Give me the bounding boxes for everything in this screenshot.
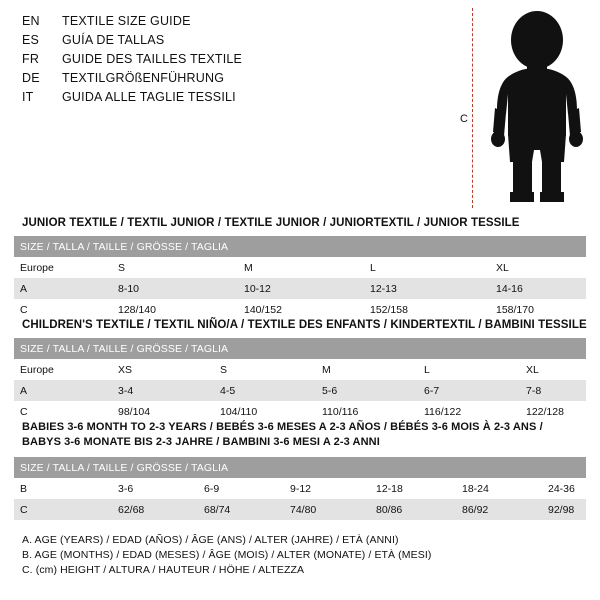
table-row xyxy=(14,278,586,299)
language-row xyxy=(22,52,422,71)
language-code: FR xyxy=(22,52,40,66)
cell: 158/170 xyxy=(490,299,586,320)
row-label: C xyxy=(14,299,112,320)
cell: XS xyxy=(112,359,214,380)
cell: 152/158 xyxy=(364,299,490,320)
section-title-children: CHILDREN'S TEXTILE / TEXTIL NIÑO/A / TEXTILE DES ENFANTS / KINDERTEXTIL / BAMBINI TESSILE xyxy=(22,319,587,331)
table-row xyxy=(14,380,586,401)
row-label: Europe xyxy=(14,257,112,278)
row-label: A xyxy=(14,278,112,299)
cell: 6-9 xyxy=(198,478,284,499)
cell: 74/80 xyxy=(284,499,370,520)
cell: 128/140 xyxy=(112,299,238,320)
cell: 8-10 xyxy=(112,278,238,299)
cell: M xyxy=(316,359,418,380)
table-header-row xyxy=(14,457,586,478)
junior-size-table xyxy=(14,236,586,320)
measure-label-c: C xyxy=(460,113,468,125)
cell: XL xyxy=(520,359,586,380)
language-code: DE xyxy=(22,71,40,85)
cell: 98/104 xyxy=(112,401,214,422)
section-title-babies-line2: BABYS 3-6 MONATE BIS 2-3 JAHRE / BAMBINI 3-6 MESI A 2-3 ANNI xyxy=(22,436,380,448)
table-row xyxy=(14,401,586,422)
cell: 6-7 xyxy=(418,380,520,401)
cell: 9-12 xyxy=(284,478,370,499)
language-row xyxy=(22,33,422,52)
cell: 110/116 xyxy=(316,401,418,422)
cell: 92/98 xyxy=(542,499,586,520)
cell: 5-6 xyxy=(316,380,418,401)
table-row xyxy=(14,299,586,320)
children-size-table xyxy=(14,338,586,422)
cell: 140/152 xyxy=(238,299,364,320)
table-row xyxy=(14,257,586,278)
row-label: Europe xyxy=(14,359,112,380)
table-row xyxy=(14,499,586,520)
cell: 116/122 xyxy=(418,401,520,422)
language-row xyxy=(22,14,422,33)
babies-size-table xyxy=(14,457,586,520)
legend-line-c: C. (cm) HEIGHT / ALTURA / HAUTEUR / HÖHE / ALTEZZA xyxy=(22,564,305,576)
cell: 12-13 xyxy=(364,278,490,299)
cell: S xyxy=(214,359,316,380)
cell: 12-18 xyxy=(370,478,456,499)
cell: 4-5 xyxy=(214,380,316,401)
row-label: B xyxy=(14,478,112,499)
table-header-label: SIZE / TALLA / TAILLE / GRÖSSE / TAGLIA xyxy=(14,338,586,359)
language-title-block xyxy=(22,14,422,109)
cell: 3-6 xyxy=(112,478,198,499)
legend-line-a: A. AGE (YEARS) / EDAD (AÑOS) / ÂGE (ANS) / ALTER (JAHRE) / ETÀ (ANNI) xyxy=(22,534,399,546)
cell: 7-8 xyxy=(520,380,586,401)
language-code: EN xyxy=(22,14,40,28)
cell: M xyxy=(238,257,364,278)
language-title: GUIDE DES TAILLES TEXTILE xyxy=(62,52,243,66)
cell: 24-36 xyxy=(542,478,586,499)
language-title: TEXTILGRÖßENFÜHRUNG xyxy=(62,71,225,85)
language-row xyxy=(22,90,422,109)
table-row xyxy=(14,478,586,499)
cell: 122/128 xyxy=(520,401,586,422)
language-title: GUÍA DE TALLAS xyxy=(62,33,165,47)
cell: L xyxy=(418,359,520,380)
legend-block xyxy=(22,533,582,578)
table-row xyxy=(14,359,586,380)
table-header-label: SIZE / TALLA / TAILLE / GRÖSSE / TAGLIA xyxy=(14,457,586,478)
language-title: GUIDA ALLE TAGLIE TESSILI xyxy=(62,90,236,104)
legend-line-b: B. AGE (MONTHS) / EDAD (MESES) / ÂGE (MOIS) / ALTER (MONATE) / ETÀ (MESI) xyxy=(22,549,432,561)
cell: 18-24 xyxy=(456,478,542,499)
cell: XL xyxy=(490,257,586,278)
language-code: IT xyxy=(22,90,34,104)
section-title-junior: JUNIOR TEXTILE / TEXTIL JUNIOR / TEXTILE JUNIOR / JUNIORTEXTIL / JUNIOR TESSILE xyxy=(22,217,520,229)
table-header-row xyxy=(14,338,586,359)
cell: 14-16 xyxy=(490,278,586,299)
table-header-row xyxy=(14,236,586,257)
section-title-babies-line1: BABIES 3-6 MONTH TO 2-3 YEARS / BEBÉS 3-6 MESES A 2-3 AÑOS / BÉBÉS 3-6 MOIS À 2-3 ANS / xyxy=(22,421,543,433)
cell: 104/110 xyxy=(214,401,316,422)
table-header-label: SIZE / TALLA / TAILLE / GRÖSSE / TAGLIA xyxy=(14,236,586,257)
cell: L xyxy=(364,257,490,278)
cell: 86/92 xyxy=(456,499,542,520)
height-guide-line xyxy=(472,8,473,208)
cell: 80/86 xyxy=(370,499,456,520)
row-label: C xyxy=(14,401,112,422)
toddler-silhouette-icon xyxy=(482,10,592,206)
cell: 3-4 xyxy=(112,380,214,401)
measurement-figure xyxy=(440,8,590,208)
language-row xyxy=(22,71,422,90)
cell: S xyxy=(112,257,238,278)
cell: 68/74 xyxy=(198,499,284,520)
cell: 62/68 xyxy=(112,499,198,520)
language-title: TEXTILE SIZE GUIDE xyxy=(62,14,191,28)
language-code: ES xyxy=(22,33,40,47)
row-label: C xyxy=(14,499,112,520)
row-label: A xyxy=(14,380,112,401)
cell: 10-12 xyxy=(238,278,364,299)
